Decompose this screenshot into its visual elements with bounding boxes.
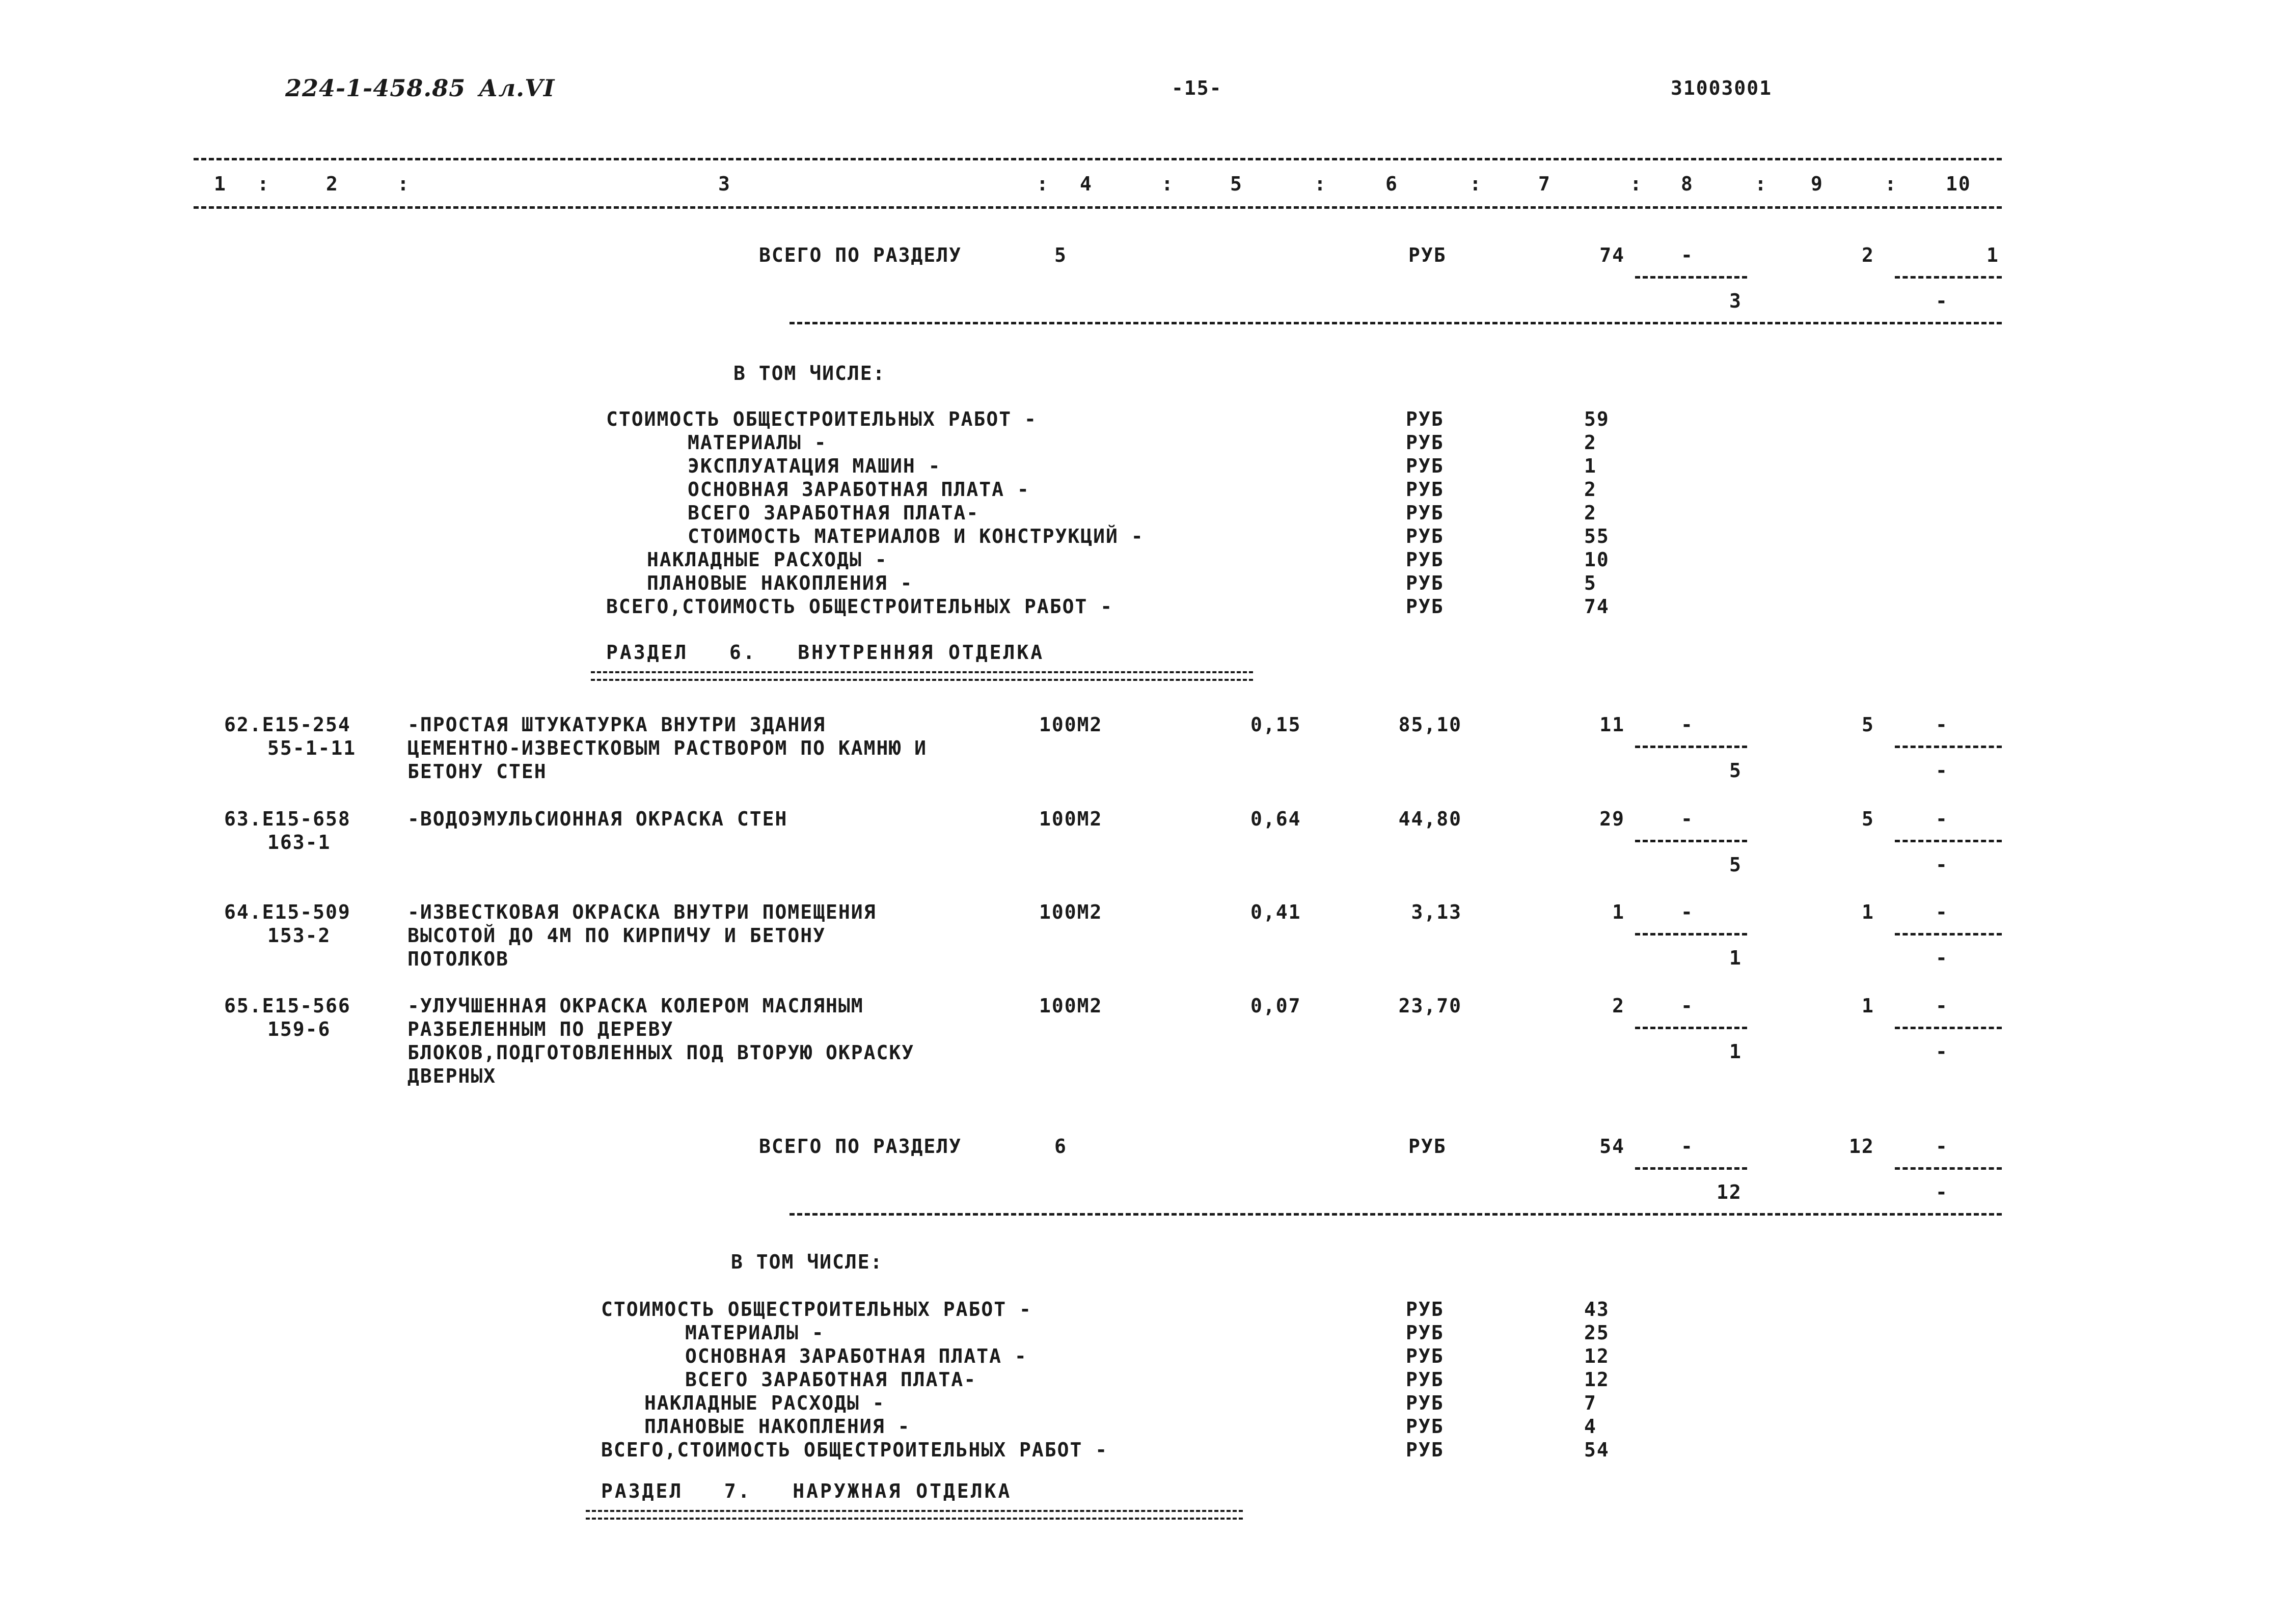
section-total-label: ВСЕГО ПО РАЗДЕЛУ	[759, 1135, 962, 1158]
breakdown-value: 5	[1584, 572, 1597, 594]
section-total-col8-top: -	[1681, 244, 1694, 266]
breakdown-label: МАТЕРИАЛЫ -	[685, 1322, 825, 1344]
breakdown-label: ПЛАНОВЫЕ НАКОПЛЕНИЯ -	[647, 572, 913, 594]
breakdown-unit: РУБ	[1406, 1322, 1444, 1344]
fraction-rule	[1895, 840, 2002, 842]
item-col10-bottom: -	[1936, 854, 1948, 876]
breakdown-value: 7	[1584, 1392, 1597, 1414]
section-total-col8-top: -	[1681, 1135, 1694, 1158]
column-separator: :	[1161, 173, 1174, 195]
album-number: Ал.VI	[479, 74, 555, 102]
item-col8-top: -	[1681, 901, 1694, 923]
fraction-rule	[1635, 1167, 1747, 1170]
heading-double-rule	[586, 1510, 1243, 1520]
fraction-rule	[1635, 840, 1747, 842]
item-code: 63.Е15-658	[224, 808, 351, 830]
item-description-line: ПОТОЛКОВ	[407, 948, 509, 970]
item-col7: 29	[1599, 808, 1625, 830]
breakdown-value: 1	[1584, 455, 1597, 477]
item-description-line: -ВОДОЭМУЛЬСИОННАЯ ОКРАСКА СТЕН	[407, 808, 788, 830]
item-col10-top: -	[1936, 901, 1948, 923]
breakdown-label: ОСНОВНАЯ ЗАРАБОТНАЯ ПЛАТА -	[688, 478, 1030, 501]
document-code: 224-1-458.85	[285, 74, 466, 102]
item-col9: 5	[1862, 808, 1874, 830]
fraction-rule	[1895, 1027, 2002, 1029]
breakdown-value: 12	[1584, 1345, 1610, 1367]
item-quantity: 0,15	[1250, 713, 1301, 736]
including-label: В ТОМ ЧИСЛЕ:	[731, 1251, 883, 1273]
item-quantity: 0,07	[1250, 995, 1301, 1017]
breakdown-label: ПЛАНОВЫЕ НАКОПЛЕНИЯ -	[644, 1415, 911, 1438]
item-col9: 1	[1862, 995, 1874, 1017]
section-total-unit: РУБ	[1408, 1135, 1447, 1158]
breakdown-label: МАТЕРИАЛЫ -	[688, 431, 827, 454]
breakdown-value: 74	[1584, 595, 1610, 618]
item-code: 65.Е15-566	[224, 995, 351, 1017]
breakdown-value: 2	[1584, 478, 1597, 501]
fraction-rule	[1895, 276, 2002, 279]
item-unit-price: 44,80	[1398, 808, 1462, 830]
breakdown-value: 25	[1584, 1322, 1610, 1344]
column-header: 5	[1230, 173, 1243, 195]
column-header: 2	[326, 173, 339, 195]
column-header: 7	[1538, 173, 1551, 195]
item-col9: 5	[1862, 713, 1874, 736]
item-description-line: РАЗБЕЛЕННЫМ ПО ДЕРЕВУ	[407, 1018, 674, 1040]
section-total-col7: 54	[1599, 1135, 1625, 1158]
column-header: 10	[1946, 173, 1971, 195]
column-separator: :	[257, 173, 270, 195]
breakdown-unit: РУБ	[1406, 1415, 1444, 1438]
fraction-rule	[1635, 746, 1747, 748]
breakdown-unit: РУБ	[1406, 595, 1444, 618]
item-col10-bottom: -	[1936, 1040, 1948, 1063]
item-col10-top: -	[1936, 995, 1948, 1017]
item-col7: 11	[1599, 713, 1625, 736]
section-6-heading: РАЗДЕЛ 6. ВНУТРЕННЯЯ ОТДЕЛКА	[606, 641, 1045, 664]
item-description-line: -УЛУЧШЕННАЯ ОКРАСКА КОЛЕРОМ МАСЛЯНЫМ	[407, 995, 864, 1017]
column-separator: :	[1630, 173, 1643, 195]
item-col8-bottom: 1	[1729, 1040, 1742, 1063]
item-col10-top: -	[1936, 808, 1948, 830]
item-code: 62.Е15-254	[224, 713, 351, 736]
item-col8-top: -	[1681, 713, 1694, 736]
item-description-line: -ПРОСТАЯ ШТУКАТУРКА ВНУТРИ ЗДАНИЯ	[407, 713, 826, 736]
breakdown-label: СТОИМОСТЬ ОБЩЕСТРОИТЕЛЬНЫХ РАБОТ -	[601, 1298, 1032, 1320]
breakdown-value: 2	[1584, 431, 1597, 454]
section-7-heading: РАЗДЕЛ 7. НАРУЖНАЯ ОТДЕЛКА	[601, 1480, 1012, 1502]
section-total-col10-bottom: -	[1936, 290, 1948, 312]
item-col8-top: -	[1681, 808, 1694, 830]
breakdown-value: 54	[1584, 1439, 1610, 1461]
breakdown-label: СТОИМОСТЬ ОБЩЕСТРОИТЕЛЬНЫХ РАБОТ -	[606, 408, 1037, 430]
total-rule	[790, 322, 2002, 324]
item-norm-ref: 163-1	[267, 831, 331, 854]
breakdown-value: 10	[1584, 548, 1610, 571]
column-separator: :	[1885, 173, 1897, 195]
section-total-col9: 2	[1862, 244, 1874, 266]
fraction-rule	[1895, 746, 2002, 748]
section-total-col10-top: -	[1936, 1135, 1948, 1158]
item-unit-price: 3,13	[1411, 901, 1462, 923]
breakdown-label: ВСЕГО ЗАРАБОТНАЯ ПЛАТА-	[685, 1368, 977, 1391]
item-quantity: 0,64	[1250, 808, 1301, 830]
item-col8-top: -	[1681, 995, 1694, 1017]
section-total-col7: 74	[1599, 244, 1625, 266]
breakdown-value: 2	[1584, 502, 1597, 524]
page-number: -15-	[1172, 77, 1222, 99]
breakdown-unit: РУБ	[1406, 478, 1444, 501]
item-unit-price: 85,10	[1398, 713, 1462, 736]
column-header: 8	[1681, 173, 1694, 195]
including-label: В ТОМ ЧИСЛЕ:	[733, 362, 886, 384]
section-total-number: 6	[1054, 1135, 1067, 1158]
breakdown-label: ОСНОВНАЯ ЗАРАБОТНАЯ ПЛАТА -	[685, 1345, 1027, 1367]
breakdown-value: 43	[1584, 1298, 1610, 1320]
breakdown-unit: РУБ	[1406, 455, 1444, 477]
item-col7: 1	[1612, 901, 1625, 923]
breakdown-unit: РУБ	[1406, 502, 1444, 524]
column-separator: :	[397, 173, 410, 195]
breakdown-unit: РУБ	[1406, 408, 1444, 430]
breakdown-unit: РУБ	[1406, 1298, 1444, 1320]
section-total-number: 5	[1054, 244, 1067, 266]
header-bottom-rule	[194, 206, 2002, 209]
fraction-rule	[1635, 1027, 1747, 1029]
item-col8-bottom: 5	[1729, 854, 1742, 876]
breakdown-label: НАКЛАДНЫЕ РАСХОДЫ -	[644, 1392, 885, 1414]
column-header: 9	[1811, 173, 1824, 195]
column-separator: :	[1314, 173, 1327, 195]
item-description-line: БЛОКОВ,ПОДГОТОВЛЕННЫХ ПОД ВТОРУЮ ОКРАСКУ	[407, 1041, 915, 1064]
item-description-line: ДВЕРНЫХ	[407, 1065, 497, 1087]
item-col8-bottom: 1	[1729, 947, 1742, 969]
item-col10-top: -	[1936, 713, 1948, 736]
section-total-unit: РУБ	[1408, 244, 1447, 266]
section-total-col10-top: 1	[1986, 244, 1999, 266]
section-total-label: ВСЕГО ПО РАЗДЕЛУ	[759, 244, 962, 266]
column-header: 3	[718, 173, 731, 195]
item-col10-bottom: -	[1936, 759, 1948, 782]
item-col7: 2	[1612, 995, 1625, 1017]
breakdown-unit: РУБ	[1406, 1439, 1444, 1461]
item-unit: 100М2	[1039, 808, 1103, 830]
section-total-col8-bottom: 3	[1729, 290, 1742, 312]
item-col10-bottom: -	[1936, 947, 1948, 969]
column-separator: :	[1037, 173, 1049, 195]
breakdown-value: 55	[1584, 525, 1610, 547]
section-total-col9: 12	[1849, 1135, 1874, 1158]
breakdown-label: ВСЕГО ЗАРАБОТНАЯ ПЛАТА-	[688, 502, 979, 524]
item-col9: 1	[1862, 901, 1874, 923]
breakdown-unit: РУБ	[1406, 1345, 1444, 1367]
section-total-col8-bottom: 12	[1717, 1181, 1742, 1203]
breakdown-label: ВСЕГО,СТОИМОСТЬ ОБЩЕСТРОИТЕЛЬНЫХ РАБОТ -	[606, 595, 1113, 618]
document-number: 31003001	[1671, 77, 1773, 99]
fraction-rule	[1635, 276, 1747, 279]
total-rule	[790, 1213, 2002, 1216]
item-norm-ref: 159-6	[267, 1018, 331, 1040]
breakdown-unit: РУБ	[1406, 1392, 1444, 1414]
breakdown-value: 4	[1584, 1415, 1597, 1438]
breakdown-value: 59	[1584, 408, 1610, 430]
heading-double-rule	[591, 671, 1253, 681]
fraction-rule	[1895, 1167, 2002, 1170]
item-unit: 100М2	[1039, 901, 1103, 923]
breakdown-unit: РУБ	[1406, 431, 1444, 454]
item-description-line: ВЫСОТОЙ ДО 4М ПО КИРПИЧУ И БЕТОНУ	[407, 924, 826, 947]
breakdown-label: ВСЕГО,СТОИМОСТЬ ОБЩЕСТРОИТЕЛЬНЫХ РАБОТ -	[601, 1439, 1108, 1461]
breakdown-value: 12	[1584, 1368, 1610, 1391]
breakdown-unit: РУБ	[1406, 572, 1444, 594]
breakdown-label: НАКЛАДНЫЕ РАСХОДЫ -	[647, 548, 888, 571]
item-description-line: ЦЕМЕНТНО-ИЗВЕСТКОВЫМ РАСТВОРОМ ПО КАМНЮ И	[407, 737, 927, 759]
breakdown-label: ЭКСПЛУАТАЦИЯ МАШИН -	[688, 455, 941, 477]
item-description-line: БЕТОНУ СТЕН	[407, 760, 547, 783]
column-header: 1	[214, 173, 227, 195]
item-unit: 100М2	[1039, 995, 1103, 1017]
item-unit: 100М2	[1039, 713, 1103, 736]
column-separator: :	[1469, 173, 1482, 195]
item-col8-bottom: 5	[1729, 759, 1742, 782]
item-norm-ref: 55-1-11	[267, 737, 357, 759]
breakdown-unit: РУБ	[1406, 525, 1444, 547]
column-header: 6	[1385, 173, 1398, 195]
section-total-col10-bottom: -	[1936, 1181, 1948, 1203]
breakdown-label: СТОИМОСТЬ МАТЕРИАЛОВ И КОНСТРУКЦИЙ -	[688, 525, 1144, 547]
column-header: 4	[1080, 173, 1093, 195]
fraction-rule	[1635, 933, 1747, 935]
item-unit-price: 23,70	[1398, 995, 1462, 1017]
header-top-rule	[194, 158, 2002, 160]
item-norm-ref: 153-2	[267, 924, 331, 947]
column-separator: :	[1755, 173, 1767, 195]
item-description-line: -ИЗВЕСТКОВАЯ ОКРАСКА ВНУТРИ ПОМЕЩЕНИЯ	[407, 901, 877, 923]
breakdown-unit: РУБ	[1406, 548, 1444, 571]
item-quantity: 0,41	[1250, 901, 1301, 923]
fraction-rule	[1895, 933, 2002, 935]
item-code: 64.Е15-509	[224, 901, 351, 923]
breakdown-unit: РУБ	[1406, 1368, 1444, 1391]
